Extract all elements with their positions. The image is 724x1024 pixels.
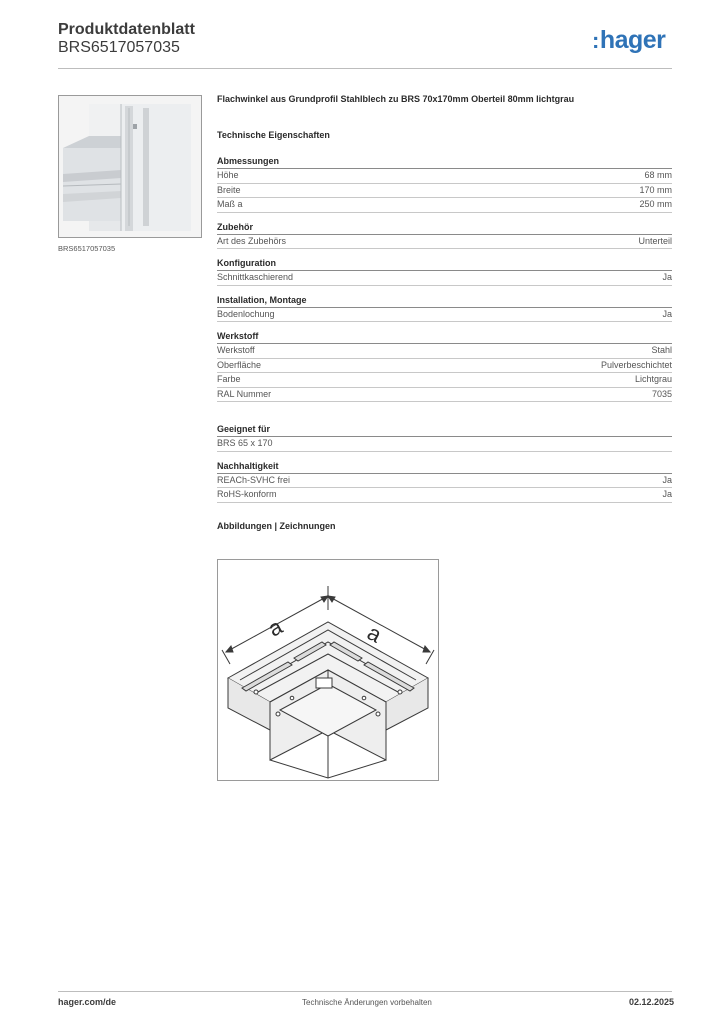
dimension-label-left: a <box>263 613 287 642</box>
property-value: 7035 <box>651 388 672 399</box>
photo-caption: BRS6517057035 <box>58 244 116 253</box>
property-row <box>217 235 672 250</box>
property-label: Breite <box>217 184 241 195</box>
property-label: BRS 65 x 170 <box>217 438 273 448</box>
property-group <box>217 222 672 250</box>
header-divider <box>58 68 672 69</box>
property-label: RAL Nummer <box>217 388 272 399</box>
group-title: Geeignet für <box>217 424 672 437</box>
property-label: REACh-SVHC frei <box>217 474 291 485</box>
property-group <box>217 156 672 213</box>
group-title: Zubehör <box>217 222 672 235</box>
property-row <box>217 437 672 452</box>
property-row <box>217 474 672 489</box>
footer-website-link[interactable]: hager.com/de <box>58 997 117 1007</box>
property-value: 68 mm <box>644 170 672 180</box>
property-value: Lichtgrau <box>634 374 672 384</box>
property-label: Farbe <box>217 374 241 384</box>
technical-drawing-illustration <box>218 560 438 780</box>
property-row <box>217 169 672 184</box>
product-description: Flachwinkel aus Grundprofil Stahlblech zu BRS 70x170mm Oberteil 80mm lichtgrau <box>217 94 575 104</box>
property-row <box>217 198 672 213</box>
property-label: Bodenlochung <box>217 308 275 319</box>
property-row <box>217 344 672 359</box>
property-label: Höhe <box>217 170 239 180</box>
logo-dots-icon: : <box>592 28 599 53</box>
property-label: Werkstoff <box>217 345 255 355</box>
group-title: Installation, Montage <box>217 295 672 308</box>
property-row <box>217 271 672 286</box>
property-row <box>217 373 672 388</box>
technical-drawing <box>217 559 439 781</box>
property-label: Schnittkaschierend <box>217 272 294 282</box>
footer-date: 02.12.2025 <box>629 997 675 1007</box>
hager-logo[interactable] <box>592 28 665 53</box>
property-value: Ja <box>662 474 672 485</box>
logo-text: hager <box>599 26 666 54</box>
property-group <box>217 295 672 323</box>
property-label: Oberfläche <box>217 359 262 370</box>
product-code: BRS6517057035 <box>58 39 180 56</box>
property-value: Stahl <box>651 345 672 355</box>
property-value: Ja <box>662 308 672 319</box>
property-label: RoHS-konform <box>217 489 277 499</box>
page-title: Produktdatenblatt <box>58 21 195 38</box>
property-row <box>217 388 672 403</box>
property-value: Pulverbeschichtet <box>600 359 672 370</box>
drawings-heading: Abbildungen | Zeichnungen <box>217 520 336 531</box>
property-row <box>217 308 672 323</box>
product-photo-illustration <box>59 96 201 237</box>
property-group <box>217 461 672 503</box>
group-title: Konfiguration <box>217 258 672 271</box>
dimension-label-right: a <box>363 619 386 648</box>
technical-properties-heading: Technische Eigenschaften <box>217 130 330 140</box>
footer-disclaimer: Technische Änderungen vorbehalten <box>302 998 432 1007</box>
property-value: 250 mm <box>639 199 672 209</box>
property-value: Ja <box>662 272 672 282</box>
property-row <box>217 488 672 503</box>
property-label: Maß a <box>217 199 243 209</box>
property-row <box>217 184 672 199</box>
group-title: Abmessungen <box>217 156 672 169</box>
footer-divider <box>58 991 672 992</box>
product-photo <box>58 95 202 238</box>
group-title: Nachhaltigkeit <box>217 461 672 474</box>
property-group <box>217 258 672 286</box>
property-label: Art des Zubehörs <box>217 235 287 246</box>
property-row <box>217 359 672 374</box>
property-value: Ja <box>662 489 672 499</box>
property-group <box>217 424 672 452</box>
product-details <box>217 94 672 531</box>
property-value: Unterteil <box>638 235 672 246</box>
property-value: 170 mm <box>639 184 672 195</box>
property-groups <box>217 156 672 503</box>
property-group <box>217 331 672 402</box>
group-title: Werkstoff <box>217 331 672 344</box>
